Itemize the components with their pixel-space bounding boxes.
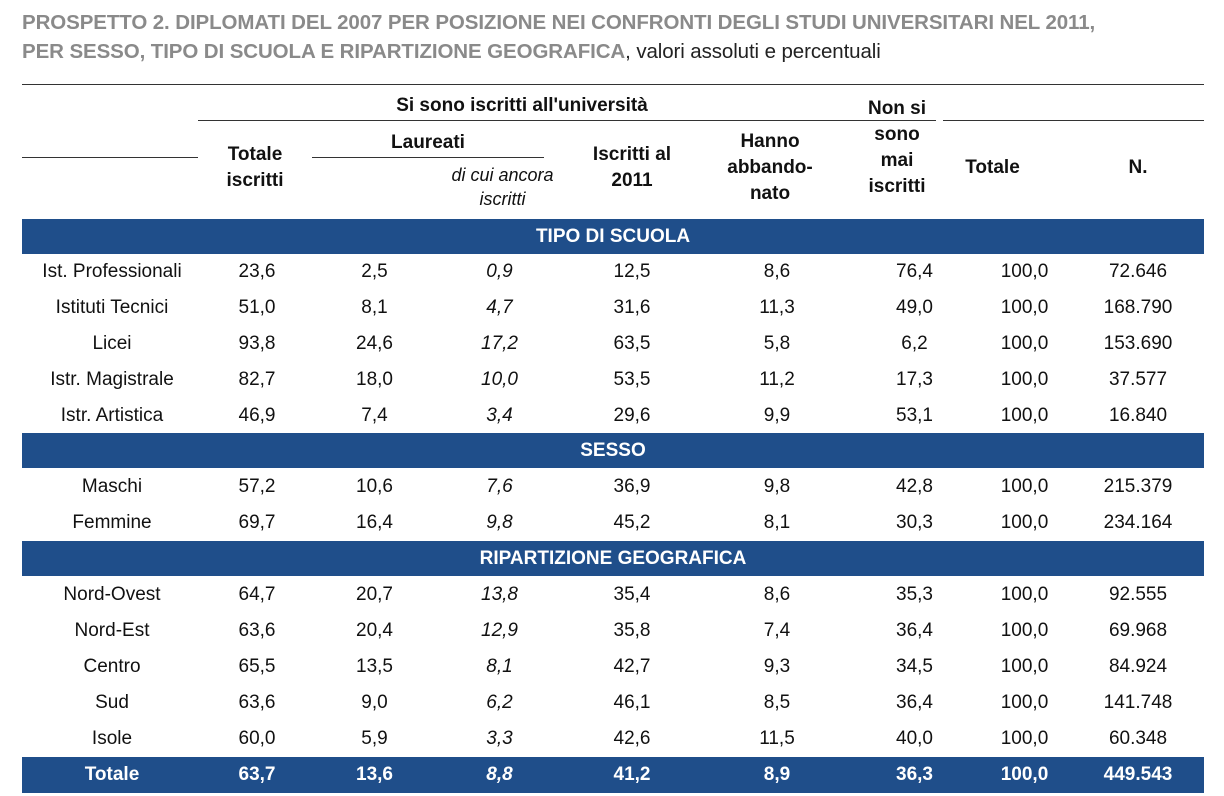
header-di-cui-line-2: iscritti (479, 189, 526, 209)
cell-n: 16.840 (1108, 405, 1168, 426)
cell-iscritti-2011: 35,8 (613, 620, 651, 641)
header-totale-iscritti-line-2: iscritti (226, 170, 284, 191)
cell-totale: 100,0 (1000, 656, 1049, 677)
cell-n: 69.968 (1108, 620, 1168, 641)
cell-di-cui-ancora-iscritti: 7,6 (486, 476, 513, 497)
table-row (22, 362, 1204, 398)
cell-abbandonato: 8,1 (763, 512, 791, 533)
header-iscritti-2011-line-2: 2011 (611, 170, 653, 191)
cell-laureati: 7,4 (361, 405, 388, 426)
cell-di-cui-ancora-iscritti: 4,7 (486, 297, 513, 318)
row-label: Centro (83, 656, 141, 677)
table-row (22, 254, 1204, 290)
header-di-cui-line-1: di cui ancora (451, 165, 554, 185)
cell-iscritti-2011: 36,9 (613, 476, 651, 497)
header-non-iscritti (842, 96, 952, 200)
table-row (22, 290, 1204, 326)
cell-non-iscritti: 30,3 (896, 512, 933, 533)
cell-totale-iscritti: 93,8 (238, 333, 276, 354)
cell-totale-iscritti: 46,9 (238, 405, 276, 426)
table-title (22, 8, 1217, 66)
header-totale-iscritti (200, 142, 310, 194)
cell-n: 153.690 (1103, 333, 1173, 354)
header-n: N. (1128, 157, 1148, 178)
table-row (22, 685, 1204, 721)
cell-n: 234.164 (1103, 512, 1173, 533)
cell-di-cui-ancora-iscritti: 8,1 (486, 656, 513, 677)
header-non-iscritti-line-2: sono (874, 124, 920, 145)
header-non-iscritti-line-4: iscritti (868, 176, 926, 197)
cell-non-iscritti: 49,0 (896, 297, 933, 318)
total-iscritti-2011: 41,2 (613, 764, 651, 785)
group-header-rule (198, 120, 936, 121)
cell-totale-iscritti: 57,2 (238, 476, 276, 497)
header-non-iscritti-line-3: mai (880, 150, 914, 171)
cell-abbandonato: 11,5 (759, 728, 795, 749)
cell-non-iscritti: 53,1 (896, 405, 933, 426)
header-top-rule (22, 84, 1204, 85)
row-label: Isole (91, 728, 133, 749)
cell-laureati: 20,7 (356, 584, 393, 605)
cell-non-iscritti: 34,5 (896, 656, 933, 677)
row-label: Ist. Professionali (42, 261, 182, 282)
cell-di-cui-ancora-iscritti: 0,9 (486, 261, 513, 282)
cell-di-cui-ancora-iscritti: 3,4 (486, 405, 513, 426)
cell-abbandonato: 5,8 (763, 333, 791, 354)
cell-n: 72.646 (1108, 261, 1168, 282)
cell-n: 215.379 (1103, 476, 1173, 497)
cell-laureati: 18,0 (356, 369, 393, 390)
cell-totale: 100,0 (1000, 512, 1049, 533)
cell-n: 168.790 (1103, 297, 1173, 318)
cell-totale: 100,0 (1000, 476, 1049, 497)
table-row (22, 613, 1204, 649)
cell-non-iscritti: 36,4 (896, 620, 933, 641)
header-laureati: Laureati (391, 132, 465, 153)
cell-totale-iscritti: 65,5 (238, 656, 276, 677)
table-row (22, 649, 1204, 685)
total-totale-iscritti: 63,7 (238, 764, 276, 785)
title-line-2-bold: PER SESSO, TIPO DI SCUOLA E RIPARTIZIONE GEOGRAFICA (22, 40, 626, 63)
cell-iscritti-2011: 31,6 (613, 297, 651, 318)
table-row (22, 398, 1204, 434)
header-abbandonato (695, 129, 845, 207)
cell-n: 37.577 (1108, 369, 1168, 390)
header-abbandonato-line-2: abbando- (727, 157, 813, 178)
cell-totale: 100,0 (1000, 369, 1049, 390)
cell-laureati: 9,0 (361, 692, 388, 713)
cell-non-iscritti: 17,3 (896, 369, 933, 390)
section-band-ripartizione-geografica: RIPARTIZIONE GEOGRAFICA (22, 541, 1204, 576)
cell-di-cui-ancora-iscritti: 13,8 (481, 584, 518, 605)
cell-laureati: 13,5 (356, 656, 393, 677)
cell-totale-iscritti: 82,7 (238, 369, 276, 390)
cell-totale: 100,0 (1000, 728, 1049, 749)
cell-non-iscritti: 36,4 (896, 692, 933, 713)
cell-n: 141.748 (1103, 692, 1173, 713)
cell-totale: 100,0 (1000, 333, 1049, 354)
section-band-tipo-di-scuola: TIPO DI SCUOLA (22, 219, 1204, 254)
cell-totale-iscritti: 60,0 (238, 728, 276, 749)
cell-totale-iscritti: 63,6 (238, 692, 276, 713)
stub-header-rule (22, 157, 198, 158)
total-totale: 100,0 (1000, 764, 1049, 785)
cell-di-cui-ancora-iscritti: 9,8 (486, 512, 513, 533)
cell-laureati: 8,1 (361, 297, 388, 318)
row-label: Sud (95, 692, 129, 713)
cell-iscritti-2011: 42,7 (613, 656, 651, 677)
cell-totale: 100,0 (1000, 692, 1049, 713)
cell-laureati: 16,4 (356, 512, 393, 533)
cell-laureati: 5,9 (361, 728, 388, 749)
table-row (22, 721, 1204, 757)
cell-non-iscritti: 42,8 (896, 476, 933, 497)
row-label: Licei (92, 333, 132, 354)
row-label: Nord-Ovest (63, 584, 161, 605)
total-row (22, 757, 1204, 793)
cell-non-iscritti: 35,3 (896, 584, 933, 605)
cell-iscritti-2011: 29,6 (613, 405, 651, 426)
cell-laureati: 2,5 (361, 261, 388, 282)
cell-totale: 100,0 (1000, 261, 1049, 282)
cell-non-iscritti: 76,4 (896, 261, 933, 282)
cell-laureati: 24,6 (356, 333, 393, 354)
row-label: Femmine (72, 512, 152, 533)
row-label: Maschi (81, 476, 143, 497)
title-line-1: PROSPETTO 2. DIPLOMATI DEL 2007 PER POSIZIONE NEI CONFRONTI DEGLI STUDI UNIVERSITARI NEL 2011, (22, 11, 1096, 34)
cell-iscritti-2011: 42,6 (613, 728, 651, 749)
cell-iscritti-2011: 12,5 (613, 261, 651, 282)
row-label: Istituti Tecnici (55, 297, 169, 318)
row-label: Istr. Artistica (60, 405, 164, 426)
cell-non-iscritti: 40,0 (896, 728, 933, 749)
table-row (22, 505, 1204, 541)
cell-di-cui-ancora-iscritti: 10,0 (481, 369, 518, 390)
total-non-iscritti: 36,3 (896, 764, 933, 785)
cell-n: 84.924 (1108, 656, 1168, 677)
cell-abbandonato: 11,2 (759, 369, 795, 390)
cell-totale-iscritti: 69,7 (238, 512, 276, 533)
cell-abbandonato: 11,3 (759, 297, 795, 318)
total-di-cui-ancora-iscritti: 8,8 (486, 764, 513, 785)
cell-abbandonato: 9,9 (763, 405, 791, 426)
total-laureati: 13,6 (356, 764, 393, 785)
header-abbandonato-line-3: nato (749, 183, 791, 204)
cell-abbandonato: 8,6 (763, 584, 791, 605)
cell-iscritti-2011: 45,2 (613, 512, 651, 533)
cell-iscritti-2011: 63,5 (613, 333, 651, 354)
cell-totale: 100,0 (1000, 584, 1049, 605)
cell-n: 92.555 (1108, 584, 1168, 605)
cell-di-cui-ancora-iscritti: 17,2 (481, 333, 518, 354)
cell-totale-iscritti: 63,6 (238, 620, 276, 641)
table-row (22, 469, 1204, 505)
cell-abbandonato: 7,4 (763, 620, 791, 641)
cell-abbandonato: 8,5 (763, 692, 791, 713)
row-label: Nord-Est (74, 620, 150, 641)
cell-totale: 100,0 (1000, 405, 1049, 426)
header-totale-iscritti-line-1: Totale (227, 144, 283, 165)
header-iscritti-2011-line-1: Iscritti al (592, 144, 672, 165)
table-row (22, 326, 1204, 362)
cell-laureati: 10,6 (356, 476, 393, 497)
total-abbandonato: 8,9 (763, 764, 791, 785)
row-label: Istr. Magistrale (50, 369, 174, 390)
cell-totale: 100,0 (1000, 297, 1049, 318)
cell-totale-iscritti: 51,0 (238, 297, 276, 318)
cell-non-iscritti: 6,2 (901, 333, 928, 354)
cell-abbandonato: 9,8 (763, 476, 791, 497)
cell-abbandonato: 9,3 (763, 656, 791, 677)
total-n: 449.543 (1103, 764, 1173, 785)
title-subtitle: , valori assoluti e percentuali (625, 40, 881, 63)
cell-iscritti-2011: 35,4 (613, 584, 651, 605)
header-di-cui-ancora-iscritti (430, 163, 575, 211)
cell-abbandonato: 8,6 (763, 261, 791, 282)
cell-totale-iscritti: 64,7 (238, 584, 276, 605)
header-non-iscritti-line-1: Non si (867, 98, 927, 119)
header-totale: Totale (965, 157, 1020, 178)
title-line-2 (22, 37, 1217, 66)
table-row (22, 577, 1204, 613)
cell-totale-iscritti: 23,6 (238, 261, 276, 282)
cell-iscritti-2011: 46,1 (613, 692, 651, 713)
header-iscritti-2011 (562, 142, 702, 194)
section-band-sesso: SESSO (22, 433, 1204, 468)
cell-n: 60.348 (1108, 728, 1168, 749)
cell-di-cui-ancora-iscritti: 12,9 (481, 620, 518, 641)
cell-iscritti-2011: 53,5 (613, 369, 651, 390)
cell-totale: 100,0 (1000, 620, 1049, 641)
total-label: Totale (84, 764, 140, 785)
cell-laureati: 20,4 (356, 620, 393, 641)
header-abbandonato-line-1: Hanno (740, 131, 800, 152)
laureati-header-rule (312, 157, 544, 158)
cell-di-cui-ancora-iscritti: 6,2 (486, 692, 513, 713)
group-header-rule-right (943, 120, 1204, 121)
cell-di-cui-ancora-iscritti: 3,3 (486, 728, 513, 749)
header-group-label: Si sono iscritti all'università (396, 95, 648, 116)
